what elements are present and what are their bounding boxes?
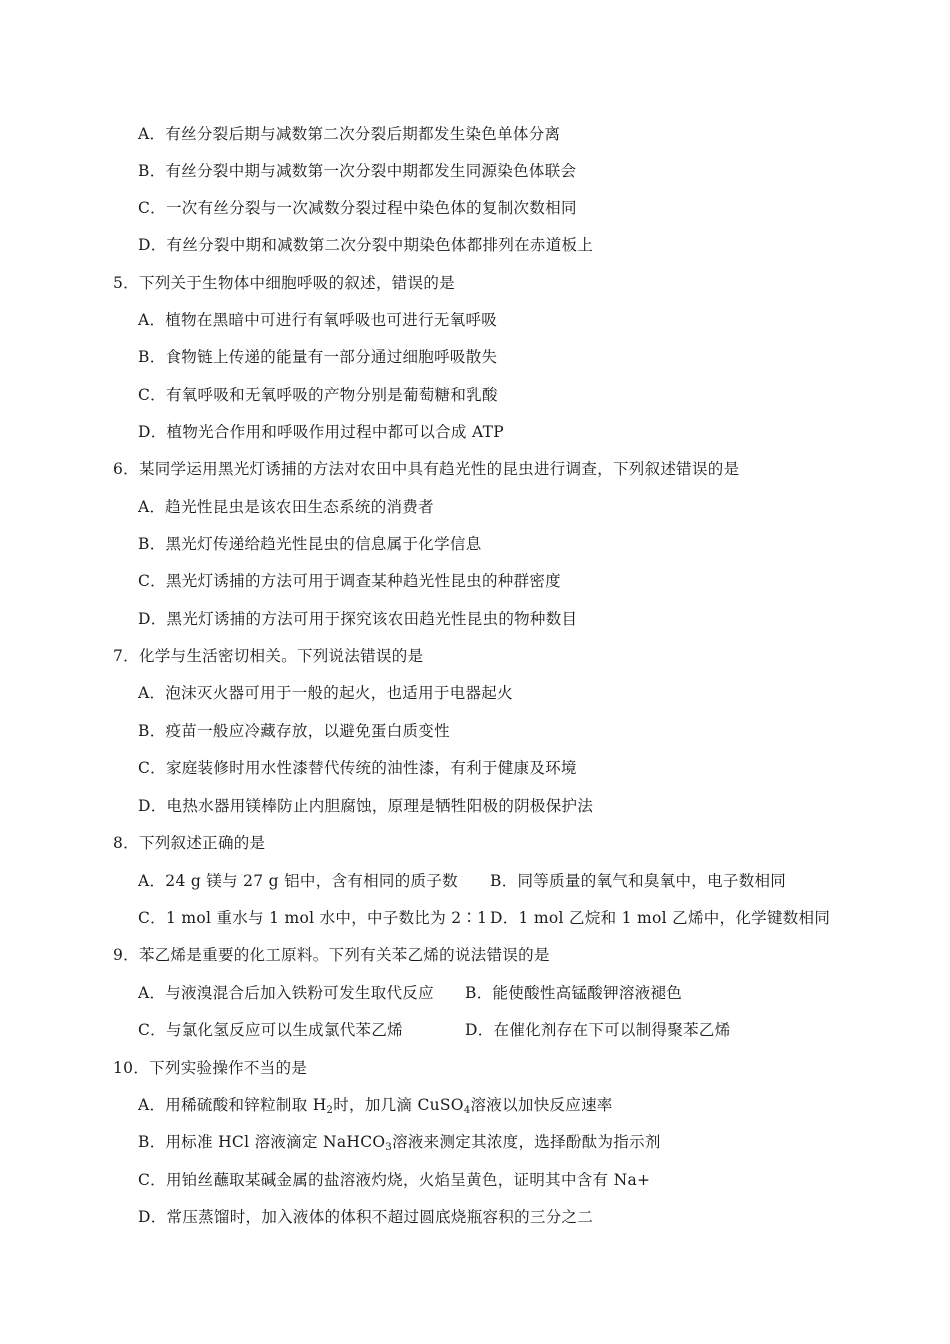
q7-option-d: D．电热水器用镁棒防止内胆腐蚀，原理是牺牲阳极的阴极保护法: [138, 797, 594, 815]
q9-stem: 9．苯乙烯是重要的化工原料。下列有关苯乙烯的说法错误的是: [113, 946, 550, 964]
q10-option-a-mid: 时，加几滴 CuSO: [333, 1096, 464, 1114]
q5-option-b: B．食物链上传递的能量有一部分通过细胞呼吸散失: [138, 348, 498, 366]
q6-option-b: B．黑光灯传递给趋光性昆虫的信息属于化学信息: [138, 535, 482, 553]
q6-option-d: D．黑光灯诱捕的方法可用于探究该农田趋光性昆虫的物种数目: [138, 610, 578, 628]
q9-option-a: A．与液溴混合后加入铁粉可发生取代反应: [138, 984, 434, 1002]
q6-stem: 6．某同学运用黑光灯诱捕的方法对农田中具有趋光性的昆虫进行调查，下列叙述错误的是: [113, 460, 740, 478]
subscript: 4: [463, 1105, 471, 1116]
q8-stem: 8．下列叙述正确的是: [113, 834, 266, 852]
q6-option-a: A．趋光性昆虫是该农田生态系统的消费者: [138, 498, 434, 516]
q7-option-a: A．泡沫灭火器可用于一般的起火，也适用于电器起火: [138, 684, 513, 702]
q5-option-a: A．植物在黑暗中可进行有氧呼吸也可进行无氧呼吸: [138, 311, 498, 329]
q10-option-b: [138, 1131, 661, 1153]
q7-option-c: C．家庭装修时用水性漆替代传统的油性漆，有利于健康及环境: [138, 759, 577, 777]
q4-option-c: C．一次有丝分裂与一次减数分裂过程中染色体的复制次数相同: [138, 199, 577, 217]
q5-option-c: C．有氧呼吸和无氧呼吸的产物分别是葡萄糖和乳酸: [138, 386, 498, 404]
subscript: 3: [385, 1142, 393, 1153]
q4-option-b: B．有丝分裂中期与减数第一次分裂中期都发生同源染色体联会: [138, 162, 577, 180]
q8-option-c: C．1 mol 重水与 1 mol 水中，中子数比为 2∶1: [138, 909, 488, 927]
q7-option-b: B．疫苗一般应冷藏存放，以避免蛋白质变性: [138, 722, 450, 740]
q6-option-c: C．黑光灯诱捕的方法可用于调查某种趋光性昆虫的种群密度: [138, 572, 561, 590]
q10-option-d: D．常压蒸馏时，加入液体的体积不超过圆底烧瓶容积的三分之二: [138, 1208, 594, 1226]
q9-option-b: B．能使酸性高锰酸钾溶液褪色: [465, 984, 683, 1002]
q8-option-d: D．1 mol 乙烷和 1 mol 乙烯中，化学键数相同: [490, 909, 831, 927]
q4-option-d: D．有丝分裂中期和减数第二次分裂中期染色体都排列在赤道板上: [138, 236, 594, 254]
q10-option-a-pre: A．用稀硫酸和锌粒制取 H: [138, 1096, 327, 1114]
q7-stem: 7．化学与生活密切相关。下列说法错误的是: [113, 647, 424, 665]
q9-option-c: C．与氯化氢反应可以生成氯代苯乙烯: [138, 1021, 403, 1039]
q8-option-b: B．同等质量的氧气和臭氧中，电子数相同: [490, 872, 787, 890]
q10-option-b-pre: B．用标准 HCl 溶液滴定 NaHCO: [138, 1133, 386, 1151]
q10-option-a-post: 溶液以加快反应速率: [470, 1096, 613, 1114]
q8-option-a: A．24 g 镁与 27 g 铝中，含有相同的质子数: [138, 872, 458, 890]
q10-option-a: [138, 1094, 613, 1116]
q4-option-a: A．有丝分裂后期与减数第二次分裂后期都发生染色单体分离: [138, 125, 561, 143]
q10-option-c: C．用铂丝蘸取某碱金属的盐溶液灼烧，火焰呈黄色，证明其中含有 Na+: [138, 1171, 651, 1189]
q10-stem: 10．下列实验操作不当的是: [113, 1059, 308, 1077]
q5-stem: 5．下列关于生物体中细胞呼吸的叙述，错误的是: [113, 274, 455, 292]
q5-option-d: D．植物光合作用和呼吸作用过程中都可以合成 ATP: [138, 423, 504, 441]
q10-option-b-post: 溶液来测定其浓度，选择酚酞为指示剂: [392, 1133, 661, 1151]
subscript: 2: [326, 1105, 334, 1116]
q9-option-d: D．在催化剂存在下可以制得聚苯乙烯: [465, 1021, 731, 1039]
